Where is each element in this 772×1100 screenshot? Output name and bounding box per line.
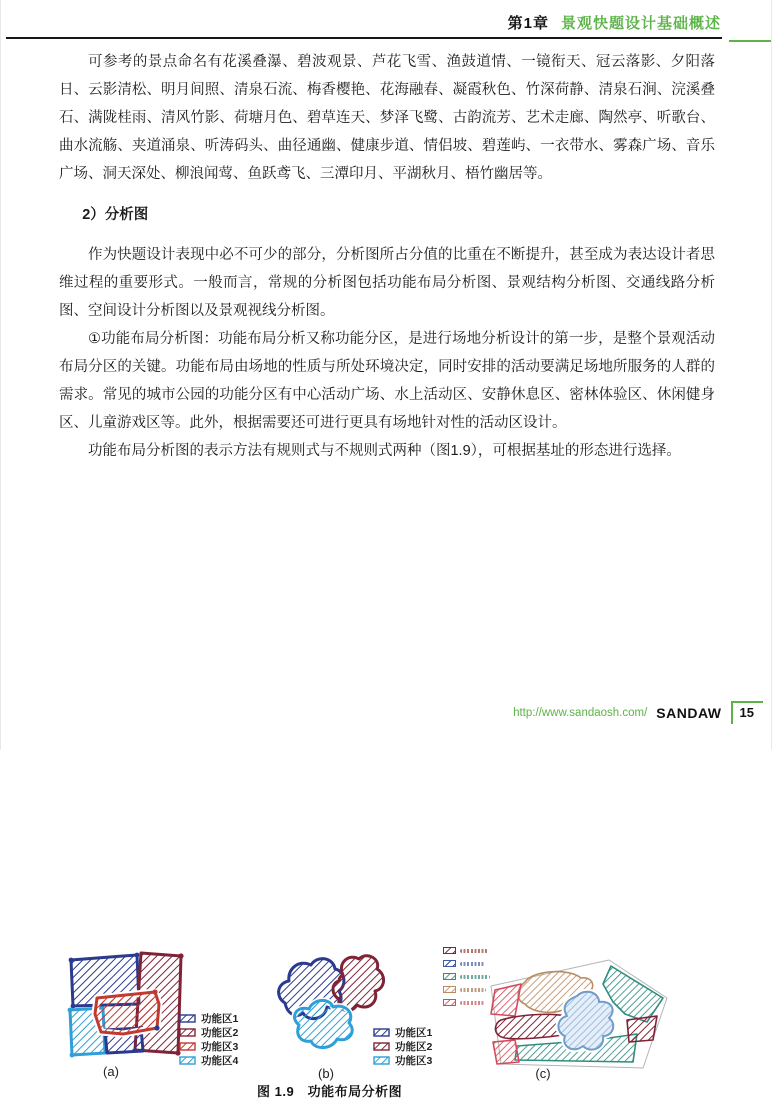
header-rule [6,37,722,39]
hatch-swatch-lightblue [179,1056,196,1065]
hatch-swatch-tan [443,986,456,993]
legend-item [373,1054,432,1066]
sublabel-a: (a) [103,1064,119,1079]
hatch-swatch-rose [443,999,456,1006]
page-number: 15 [731,701,763,724]
page-footer [513,701,763,724]
legend-item [179,1040,238,1052]
legend-label: 功能区3 [201,1040,239,1053]
hatch-swatch-blue [373,1028,390,1037]
hatch-swatch-teal [443,973,456,980]
hatch-swatch-maroon [179,1028,196,1037]
diagram-b-irregular-layout [251,945,386,1060]
diagram-a-regular-layout [63,948,185,1060]
figure-caption: 图 1.9 功能布局分析图 [257,1084,403,1099]
hatch-swatch-maroon [443,947,456,954]
legend-label: 功能区2 [201,1026,239,1039]
hatch-swatch-lightblue [373,1056,390,1065]
legend-item [179,1026,238,1038]
page-header [508,12,721,33]
hatch-swatch-red [179,1042,196,1051]
paragraph-scenic-names: 可参考的景点命名有花溪叠瀑、碧波观景、芦花飞雪、渔鼓道情、一镜衔天、冠云落影、夕阳落日、云影清松、明月间照、清泉石流、梅香樱艳、花海融春、凝霞秋色、竹深荷静、清泉石涧、浣溪叠石、满陇桂雨、清风竹影、荷塘月色、碧草连天、梦泽飞鹭、古韵流芳、艺术走廊、陶然亭、听歌台、曲水流觞、夹道涌泉、听涛码头、曲径通幽、健康步道、情侣坡、碧莲屿、一衣带水、雾森广场、音乐广场、洞天深处、柳浪闻莺、鱼跃鸢飞、三潭印月、平湖秋月、梧竹幽居等。 [59,54,715,182]
paragraph-analysis-intro: 作为快题设计表现中必不可少的部分，分析图所占分值的比重在不断提升，甚至成为表达设计者思维过程的重要形式。一般而言，常规的分析图包括功能布局分析图、景观结构分析图、交通线路分析图、空间设计分析图以及景观视线分析图。 [59,247,715,319]
body-text [59,48,715,465]
hatch-swatch-blue [443,960,456,967]
header-rule-green-segment [729,40,771,42]
legend-label: 功能区1 [395,1026,433,1039]
hatch-swatch-blue [179,1014,196,1023]
legend-b [373,1026,432,1066]
chapter-number: 第1章 [507,15,549,32]
footer-url-link[interactable]: http://www.sandaosh.com/ [513,706,648,719]
paragraph-representation-methods: 功能布局分析图的表示方法有规则式与不规则式两种（图1.9），可根据基址的形态进行选择。 [88,443,681,459]
footer-brand-logo: SANDAW [656,704,722,721]
legend-item [373,1040,432,1052]
paragraph-functional-layout: ①功能布局分析图：功能布局分析又称功能分区，是进行场地分析设计的第一步，是整个景观活动布局分区的关键。功能布局由场地的性质与所处环境决定，同时安排的活动要满足场地所服务的人群的需求。常见的城市公园的功能分区有中心活动广场、水上活动区、安静休息区、密林体验区、休闲健身区、儿童游戏区等。此外，根据需要还可进行更具有场地针对性的活动区设计。 [59,331,715,431]
legend-label: 功能区2 [395,1040,433,1053]
sublabel-b: (b) [318,1066,334,1081]
legend-label: 功能区3 [395,1054,433,1067]
section-heading: 2）分析图 [82,207,149,223]
diagram-c-site-plan [477,954,672,1076]
sublabel-c: (c) [535,1066,551,1081]
legend-label: 功能区4 [201,1054,239,1067]
legend-label: 功能区1 [201,1012,239,1025]
legend-item [179,1054,238,1066]
chapter-title: 景观快题设计基础概述 [560,15,721,32]
handwritten-label-scribble [460,949,488,953]
legend-item [373,1026,432,1038]
legend-a [179,1012,238,1066]
legend-item [179,1012,238,1024]
hatch-swatch-maroon [373,1042,390,1051]
